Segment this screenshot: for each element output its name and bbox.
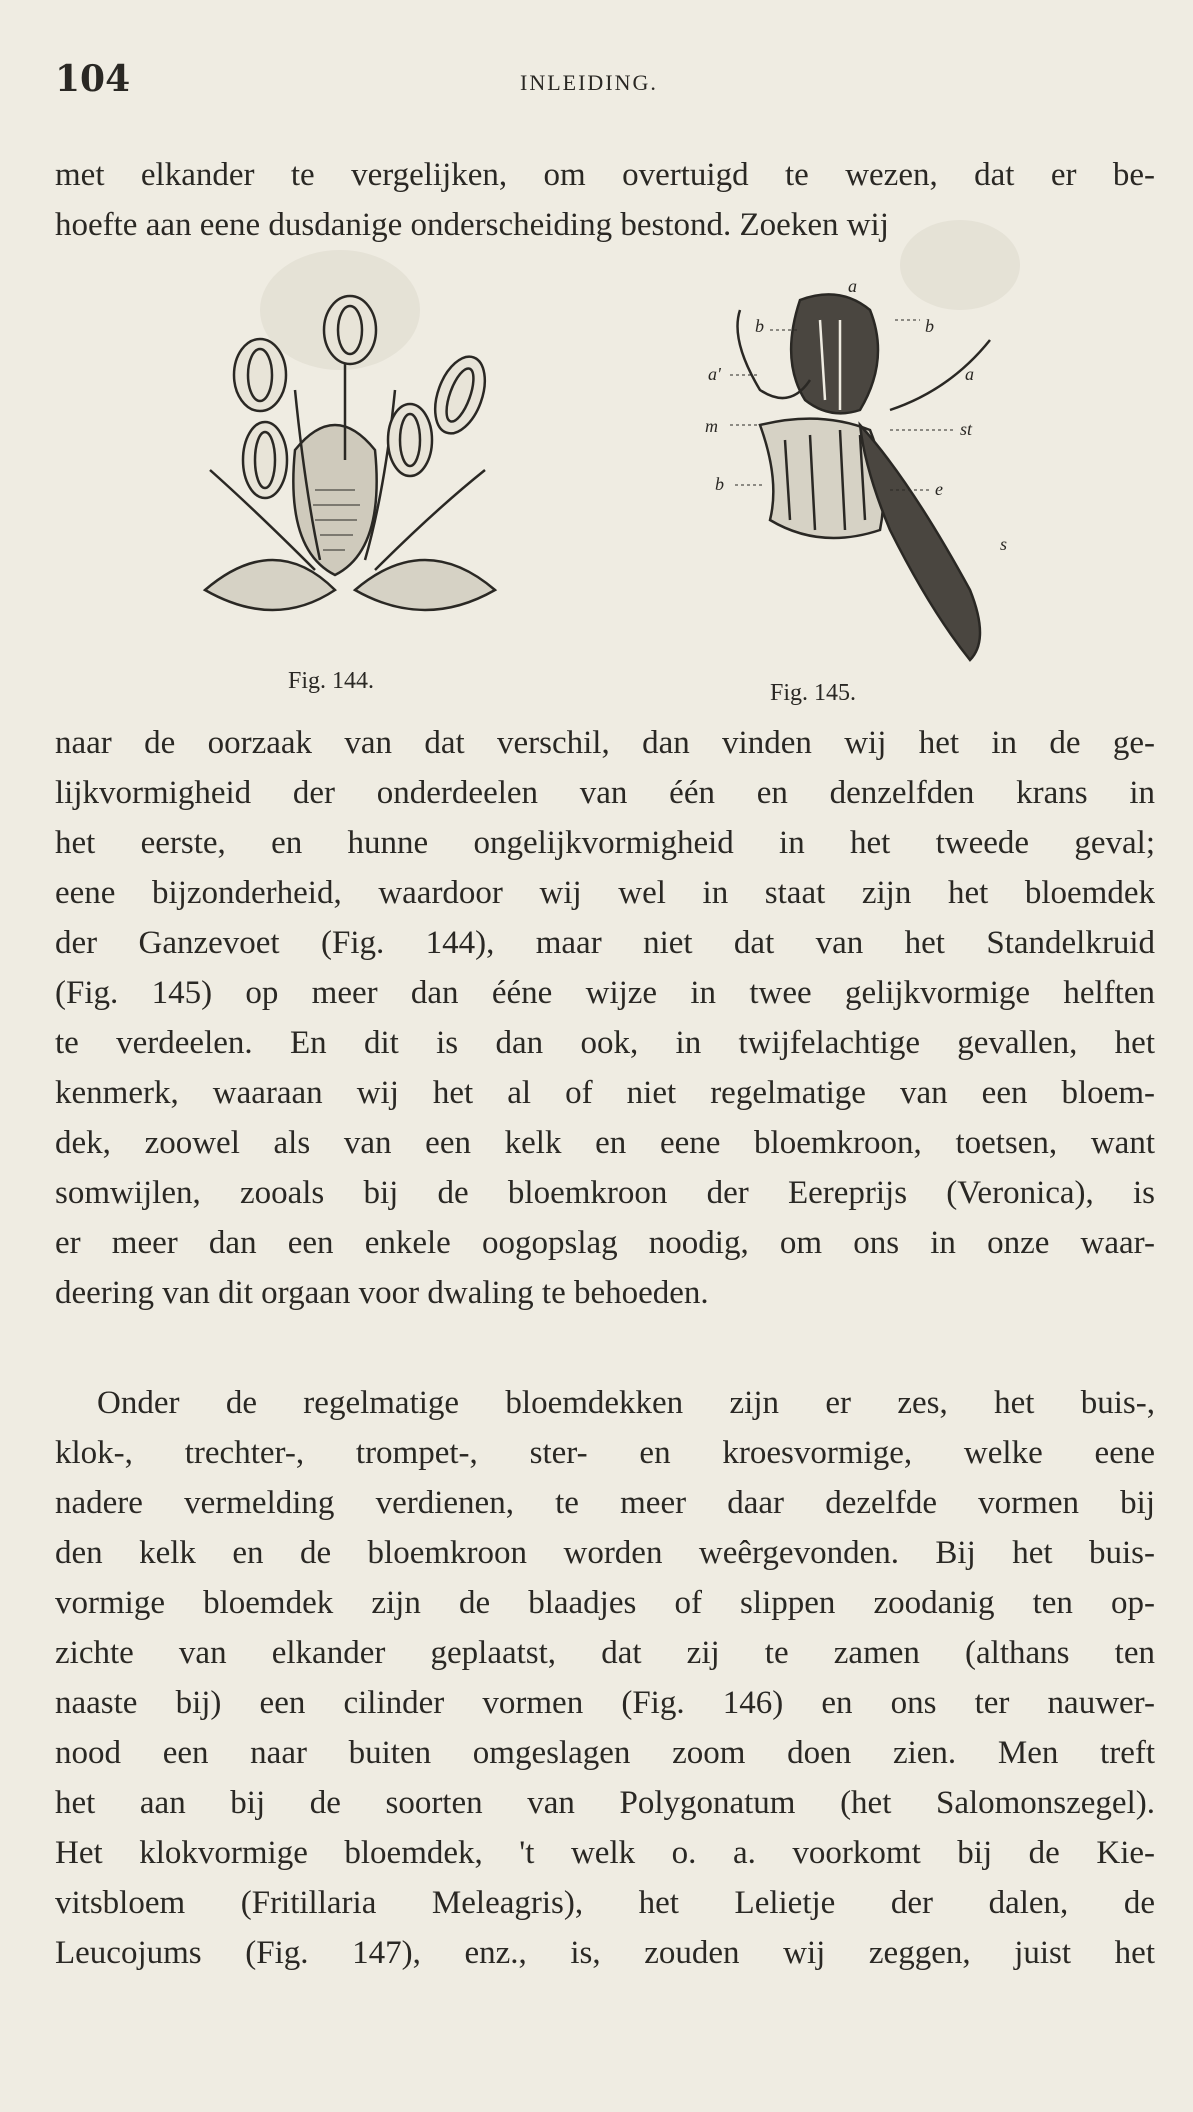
fig-label: st [960, 419, 973, 439]
fig-label: a [848, 280, 857, 296]
text-line: naaste bij) een cilinder vormen (Fig. 146) en ons ter nauwer- [55, 1685, 1155, 1721]
text-line: naar de oorzaak van dat verschil, dan vinden wij het in de ge- [55, 725, 1155, 761]
running-head: INLEIDING. [520, 70, 658, 95]
intro-paragraph [55, 150, 1155, 250]
text-line: vormige bloemdek zijn de blaadjes of slippen zoodanig ten op- [55, 1585, 1155, 1621]
text-line: nood een naar buiten omgeslagen zoom doen zien. Men treft [55, 1735, 1155, 1771]
text-line: Leucojums (Fig. 147), enz., is, zouden wij zeggen, juist het [55, 1935, 1155, 1971]
text-line: somwijlen, zooals bij de bloemkroon der Eereprijs (Veronica), is [55, 1175, 1155, 1211]
text-line: eene bijzonderheid, waardoor wij wel in staat zijn het bloemdek [55, 875, 1155, 911]
text-line: (Fig. 145) op meer dan ééne wijze in twee gelijkvormige helften [55, 975, 1155, 1011]
text-line: Onder de regelmatige bloemdekken zijn er zes, het buis-, [97, 1385, 1155, 1421]
text-line: dek, zoowel als van een kelk en eene bloemkroon, toetsen, want [55, 1125, 1155, 1161]
fig-label: m [705, 416, 718, 436]
page-number: 104 [55, 58, 131, 100]
text-line: het eerste, en hunne ongelijkvormigheid in het tweede geval; [55, 825, 1155, 861]
text-line: met elkander te vergelijken, om overtuigd te wezen, dat er be- [55, 157, 1155, 193]
figure-145-caption: Fig. 145. [770, 680, 857, 706]
text-line: kenmerk, waaraan wij het al of niet regelmatige van een bloem- [55, 1075, 1155, 1111]
page-header [55, 58, 1155, 108]
fig-label: a' [708, 364, 721, 384]
figure-144-caption: Fig. 144. [288, 668, 375, 694]
text-line: deering van dit orgaan voor dwaling te behoeden. [55, 1275, 709, 1311]
text-line: het aan bij de soorten van Polygonatum (het Salomonszegel). [55, 1785, 1155, 1821]
text-line: nadere vermelding verdienen, te meer daar dezelfde vormen bij [55, 1485, 1155, 1521]
figure-145-illustration [690, 280, 1050, 670]
text-line: hoefte aan eene dusdanige onderscheiding bestond. Zoeken wij [55, 207, 889, 243]
text-line: den kelk en de bloemkroon worden weêrgevonden. Bij het buis- [55, 1535, 1155, 1571]
text-line: der Ganzevoet (Fig. 144), maar niet dat van het Standelkruid [55, 925, 1155, 961]
text-line: lijkvormigheid der onderdeelen van één en denzelfden krans in [55, 775, 1155, 811]
text-line: er meer dan een enkele oogopslag noodig, om ons in onze waar- [55, 1225, 1155, 1261]
text-line: vitsbloem (Fritillaria Meleagris), het Lelietje der dalen, de [55, 1885, 1155, 1921]
text-line: klok-, trechter-, trompet-, ster- en kroesvormige, welke eene [55, 1435, 1155, 1471]
text-line: zichte van elkander geplaatst, dat zij te zamen (althans ten [55, 1635, 1155, 1671]
body-paragraph [55, 718, 1155, 1318]
paragraph-bloemdekken [55, 1378, 1155, 1978]
fig-label: e [935, 479, 943, 499]
figure-144-illustration [195, 290, 505, 650]
fig-label: b [715, 474, 724, 494]
fig-label: s [1000, 534, 1008, 554]
fig-label: b [925, 316, 934, 336]
text-line: te verdeelen. En dit is dan ook, in twijfelachtige gevallen, het [55, 1025, 1155, 1061]
fig-label: b [755, 316, 764, 336]
fig-label: a [965, 364, 974, 384]
text-line: Het klokvormige bloemdek, 't welk o. a. voorkomt bij de Kie- [55, 1835, 1155, 1871]
